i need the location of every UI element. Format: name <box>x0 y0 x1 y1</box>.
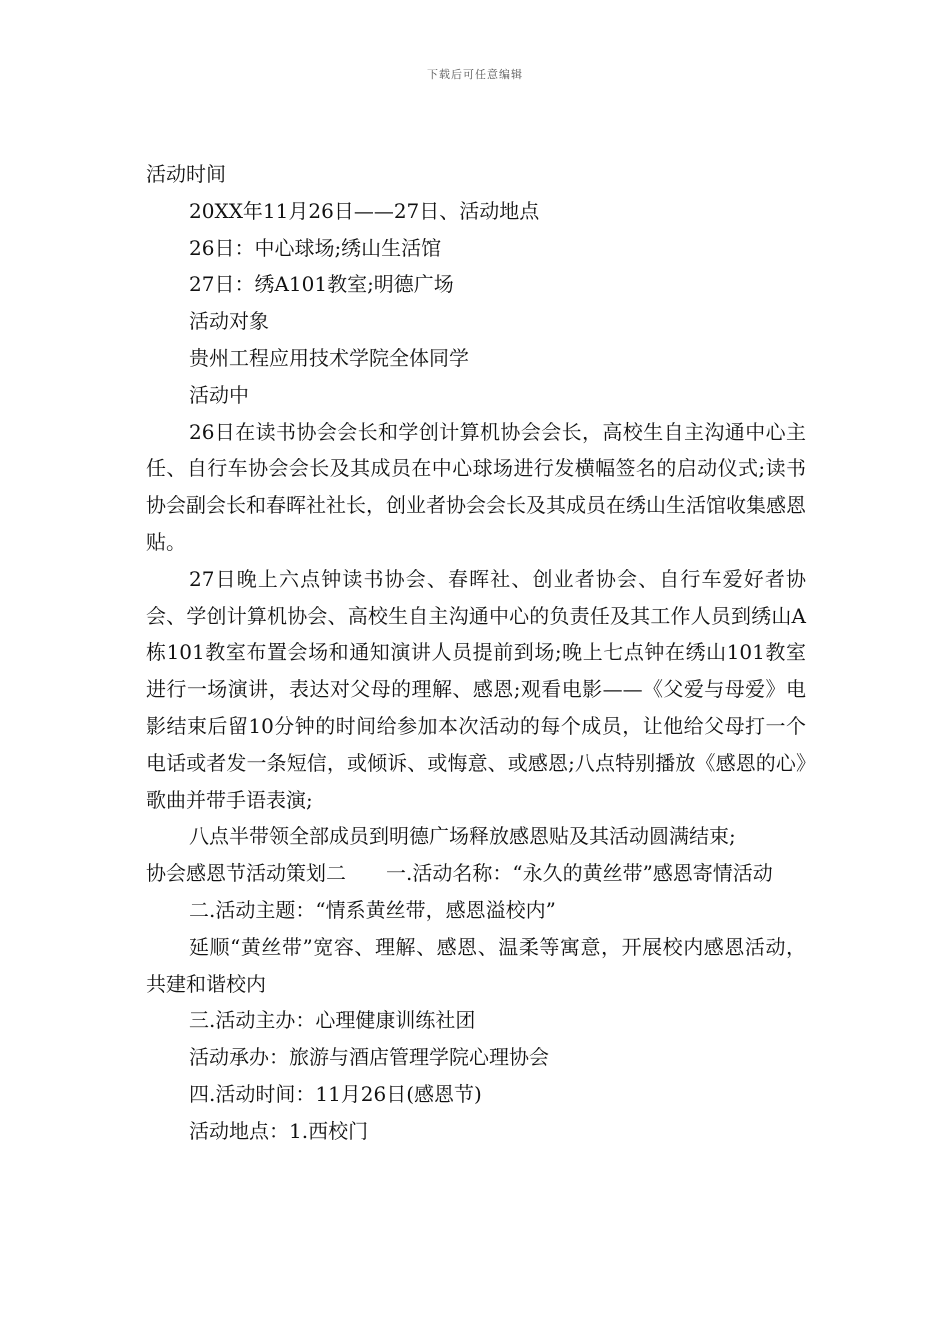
paragraph: 活动承办：旅游与酒店管理学院心理协会 <box>189 1045 549 1070</box>
paragraph: 活动地点：1.西校门 <box>189 1118 369 1143</box>
paragraph: 活动时间 <box>146 162 226 186</box>
paragraph: 20XX年11月26日——27日、活动地点 <box>189 198 540 223</box>
paragraph: 三.活动主办：心理健康训练社团 <box>189 1008 476 1033</box>
paragraph: 27日：绣A101教室;明德广场 <box>189 272 454 297</box>
paragraph: 活动对象 <box>189 309 269 334</box>
paragraph: 27日晚上六点钟读书协会、春晖社、创业者协会、自行车爱好者协会、学创计算机协会、高校生自主沟通中心的负责任及其工作人员到绣山A栋101教室布置会场和通知演讲人员提前到场;晚上七点钟在绣山101教室进行一场演讲，表达对父母的理解、感恩;观看电影——《父爱与母爱》电影结束后留10分钟的时间给参加本次活动的每个成员，让他给父母打一个电话或者发一条短信，或倾诉、或悔意、或感恩;八点特别播放《感恩的心》歌曲并带手语表演; <box>146 566 806 812</box>
paragraph: 二.活动主题：“情系黄丝带，感恩溢校内” <box>189 897 556 922</box>
paragraph: 26日：中心球场;绣山生活馆 <box>189 235 442 260</box>
paragraph: 协会感恩节活动策划二 一.活动名称：“永久的黄丝带”感恩寄情活动 <box>146 861 773 886</box>
paragraph: 四.活动时间：11月26日(感恩节) <box>189 1081 482 1106</box>
header-note: 下载后可任意编辑 <box>427 68 523 81</box>
paragraph: 延顺“黄丝带”宽容、理解、感恩、温柔等寓意，开展校内感恩活动，共建和谐校内 <box>146 934 806 996</box>
paragraph: 贵州工程应用技术学院全体同学 <box>189 345 469 370</box>
paragraph: 26日在读书协会会长和学创计算机协会会长，高校生自主沟通中心主任、自行车协会会长及其成员在中心球场进行发横幅签名的启动仪式;读书协会副会长和春晖社社长，创业者协会会长及其成员在绣山生活馆收集感恩贴。 <box>146 419 806 554</box>
paragraph: 八点半带领全部成员到明德广场释放感恩贴及其活动圆满结束; <box>189 824 736 849</box>
paragraph: 活动中 <box>189 382 249 407</box>
document-body <box>146 156 806 1150</box>
